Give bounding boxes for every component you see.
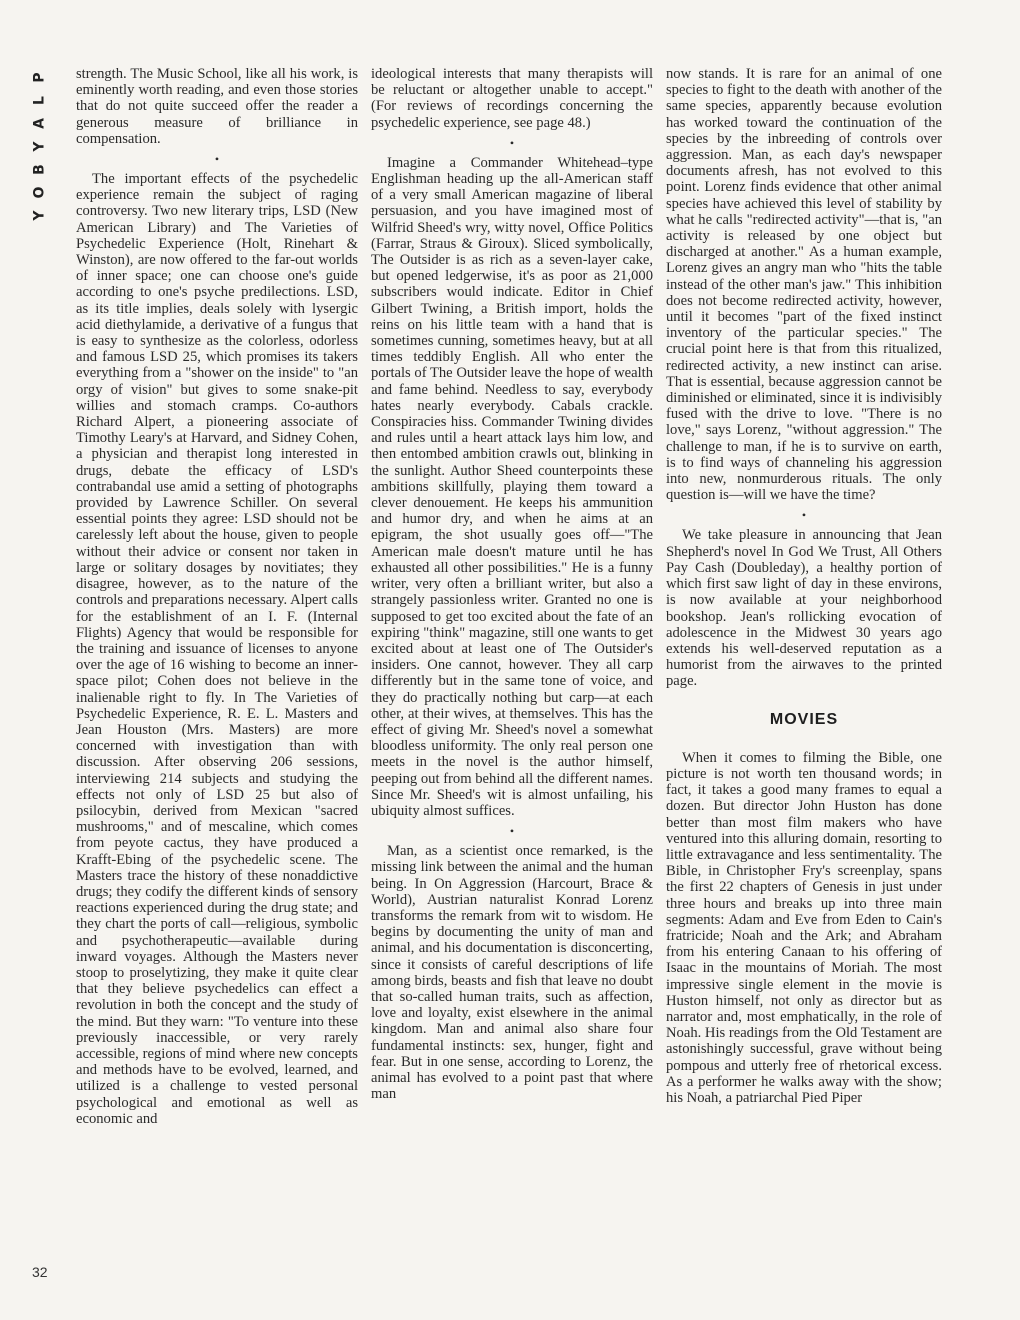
paragraph: ideological interests that many therapists will be reluctant or altogether unable to accept." (For reviews of recordings concerning the psychedelic experience, see page 48.) <box>371 66 653 131</box>
section-divider: • <box>509 135 515 150</box>
masthead-letter: Y <box>31 141 48 152</box>
section-divider: • <box>801 508 807 523</box>
section-divider: • <box>509 824 515 839</box>
paragraph: The important effects of the psychedelic experience remain the subject of raging controversy. Two new literary trips, LSD (New American Library) and The Varieties of Psychedelic Experience (Holt, Rinehart & Winston), are now offered to the far-out worlds of inner space; one can choose one's guide according to one's psyche predilections. LSD, as its title implies, deals solely with lysergic acid diethylamide, a derivative of a fungus that is easy to synthesize as the colorless, odorless and famous LSD 25, which promises its takers everything from a "shower on the inside" to "an orgy of vision" but gives to some snake-pit willies and stomach cramps. Co-authors Richard Alpert, a pioneering associate of Timothy Leary's at Harvard, and Sidney Cohen, a physician and therapist long interested in drugs, debate the efficacy of LSD's contrabandal use amid a setting of photographs provided by Lawrence Schiller. On several essential points they agree: LSD should not be carelessly left about the house, given to people without their advice or consent nor taken in large or solitary dosages by novitiates; they disagree, however, as to the nature of the controls and preparations necessary. Alpert calls for the establishment of an I. F. (Internal Flights) Agency that would be responsible for the training and issuance of licenses to anyone over the age of 16 wishing to become an inner-space pilot; Cohen does not believe in the inalienable right to fly. In The Varieties of Psychedelic Experience, R. E. L. Masters and Jean Houston (Mrs. Masters) are more concerned with investigation than with discussion. After observing 206 sessions, interviewing 214 subjects and studying the effects not only of LSD 25 but also of psilocybin, derived from Mexican "sacred mushrooms," and of mescaline, which comes from peyote cactus, they have produced a Krafft-Ebing of the psychedelic scene. The Masters trace the history of these nonaddictive drugs; they codify the different kinds of sensory reactions experienced during the drug state; and they chart the ports of call—religious, symbolic and psychotherapeutic—available during inward voyages. Although the Masters never stoop to proselytizing, they make it quite clear that they believe psychedelics can effect a revolution in both the concept and the study of the mind. But they warn: "To venture into these previously inaccessible, or very rarely accessible, regions of mind where new concepts and methods have to be evolved, learned, and utilized is a challenge to vested personal psychological and emotional as well as economic and <box>76 171 358 1127</box>
paragraph: Imagine a Commander Whitehead–type Englishman heading up the all-American staff of a very small American magazine of liberal persuasion, and you have imagined most of Wilfrid Sheed's wry, witty novel, Office Politics (Farrar, Straus & Giroux). Sliced symbolically, The Outsider is as rich as a seven-layer cake, but opened ledgerwise, it's as poor as 21,000 subscribers would indicate. Editor in Chief Gilbert Twining, a British import, holds the reins on his little team with a hand that is sometimes cunning, sometimes heavy, but at all times teddibly English. All who enter the portals of The Outsider leave the hope of wealth and fame behind. Needless to say, everybody hates nearly everybody. Cabals crackle. Conspiracies hiss. Commander Twining divides and rules until a heart attack lays him low, and then entombed ambition crawls out, blinking in the sunlight. Author Sheed counterpoints these ambitions skillfully, playing them toward a clever denouement. He keeps his ammunition and humor dry, and when he aims at an epigram, the shot usually goes off—"The American male doesn't mature until he has exhausted all other possibilities." He is a funny writer, very often a brilliant writer, but also a strangely passionless writer. Granted no one is supposed to get too excited about the fate of an expiring "think" magazine, still one wants to get excited about at least one of The Outsider's insiders. One cannot, however. They all carp differently but in the same tone of voice, and they do practically nothing but carp—at each other, at their wives, at themselves. This has the effect of giving Mr. Sheed's novel a somewhat bloodless uniformity. The only real person one meets in the novel is the author himself, peeping out from behind all the different names. Since Mr. Sheed's wit is almost unfailing, his ubiquity almost suffices. <box>371 154 653 819</box>
masthead-letter: O <box>31 186 48 199</box>
masthead-letter: P <box>31 72 48 83</box>
masthead-letter: A <box>31 118 48 129</box>
movies-heading: MOVIES <box>769 710 839 728</box>
column-middle <box>371 66 653 1102</box>
masthead <box>30 66 56 227</box>
section-divider: • <box>214 152 220 167</box>
masthead-letter: Y <box>31 210 48 221</box>
paragraph: strength. The Music School, like all his work, is eminently worth reading, and even those stories that do not quite succeed offer the reader a generous measure of brilliance in compensation. <box>76 66 358 147</box>
masthead-letter: L <box>31 96 48 105</box>
paragraph: now stands. It is rare for an animal of one species to fight to the death with another of the same species, apparently because evolution has worked toward the continuation of the species by the inbreeding of controls over aggression. Man, as each day's newspaper documents afresh, has not evolved to this point. Lorenz finds evidence that other animal species have achieved this level of stability by what he calls "redirected activity"—that is, "an activity is released by one object but discharged at another." As a human example, Lorenz gives an angry man who "hits the table instead of the other man's jaw." This inhibition does not become redirected activity, however, until it becomes "part of the fixed instinct inventory of the particular species." The crucial point here is that from this ritualized, redirected activity, a new instinct can arise. That is essential, because aggression cannot be diminished or eliminated, since it is indivisibly fused with the drive to love. "There is no love," says Lorenz, "without aggression." The challenge to man, if he is to survive on earth, is to find ways of channeling his aggression into new, nonmurderous rituals. The only question is—will we have the time? <box>666 66 942 504</box>
paragraph: We take pleasure in announcing that Jean Shepherd's novel In God We Trust, All Others Pay Cash (Doubleday), a healthy portion of which first saw light of day in these environs, is now available at your neighborhood bookshop. Jean's rollicking evocation of adolescence in the Midwest 30 years ago extends his well-deserved reputation as a humorist from the airwaves to the printed page. <box>666 527 942 690</box>
column-right <box>666 66 942 1106</box>
paragraph: Man, as a scientist once remarked, is the missing link between the animal and the human being. In On Aggression (Harcourt, Brace & World), Austrian naturalist Konrad Lorenz transforms the remark from wit to wisdom. He begins by documenting the unity of man and animal, and his documentation is disconcerting, since it consists of careful descriptions of life among birds, beasts and fish that leave no doubt that so-called human traits, such as affection, love and loyalty, exist elsewhere in the animal kingdom. Man and animal also share four fundamental instincts: sex, hunger, fight and fear. But in one sense, according to Lorenz, the animal has evolved to a point past that where man <box>371 843 653 1103</box>
page-number: 32 <box>32 1264 48 1280</box>
masthead-letter: B <box>31 164 48 175</box>
column-left <box>76 66 358 1127</box>
paragraph: When it comes to filming the Bible, one picture is not worth ten thousand words; in fact, it takes a good many frames to equal a dozen. But director John Huston has done better than most film makers who have ventured into this alluring domain, resorting to little extravagance and less sentimentality. The Bible, in Christopher Fry's screenplay, spans the first 22 chapters of Genesis in just under three hours and breaks up into three main segments: Adam and Eve from Eden to Cain's fratricide; Noah and the Ark; and Abraham from his entering Canaan to his offering of Isaac in the mountains of Moriah. The most impressive single element in the movie is Huston himself, not only as director but as narrator and, most emphatically, in the role of Noah. His readings from the Old Testament are astonishingly successful, grave without being pompous and utterly free of rhetorical excess. As a performer he walks away with the show; his Noah, a patriarchal Pied Piper <box>666 749 942 1106</box>
